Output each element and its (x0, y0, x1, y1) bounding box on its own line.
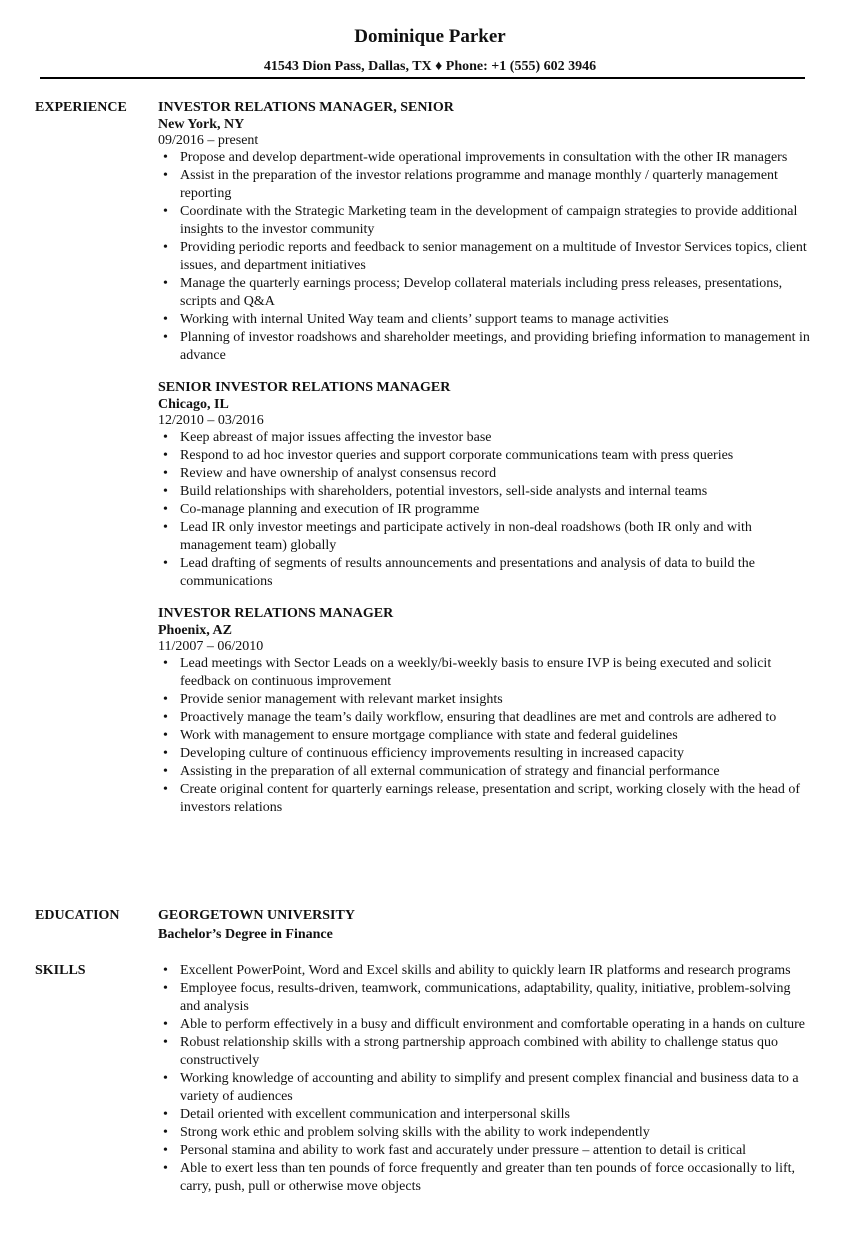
list-item: • Employee focus, results-driven, teamwork, communications, adaptability, quality, initiative, problem-solving and analysis (158, 980, 810, 1016)
education-heading: EDUCATION (35, 908, 120, 923)
header-divider (40, 77, 805, 79)
list-item: • Lead drafting of segments of results announcements and presentations and analysis of data to build the communications (158, 555, 810, 591)
skills-list (158, 962, 810, 1196)
list-item: • Excellent PowerPoint, Word and Excel skills and ability to quickly learn IR platforms and research programs (158, 962, 810, 980)
job-duties-list (158, 429, 810, 591)
job-title: INVESTOR RELATIONS MANAGER (158, 606, 394, 621)
contact-line: 41543 Dion Pass, Dallas, TX ♦ Phone: +1 (555) 602 3946 (263, 59, 597, 74)
list-item: • Co-manage planning and execution of IR programme (158, 501, 810, 519)
job-title: INVESTOR RELATIONS MANAGER, SENIOR (158, 100, 454, 115)
list-item: • Assisting in the preparation of all external communication of strategy and financial performance (158, 763, 810, 781)
list-item: • Provide senior management with relevant market insights (158, 691, 810, 709)
list-item: • Providing periodic reports and feedback to senior management on a multitude of Investor Services topics, client issues, and department initiatives (158, 239, 810, 275)
job-entry-3 (158, 605, 810, 817)
job-location: Phoenix, AZ (158, 623, 232, 638)
list-item: • Detail oriented with excellent communication and interpersonal skills (158, 1106, 810, 1124)
list-item: • Developing culture of continuous efficiency improvements resulting in increased capacity (158, 745, 810, 763)
list-item: • Robust relationship skills with a strong partnership approach combined with ability to challenge status quo constructively (158, 1034, 810, 1070)
list-item: • Planning of investor roadshows and shareholder meetings, and providing briefing information to management in advance (158, 329, 810, 365)
list-item: • Propose and develop department-wide operational improvements in consultation with the other IR managers (158, 149, 810, 167)
list-item: • Working with internal United Way team and clients’ support teams to manage activities (158, 311, 810, 329)
job-title: SENIOR INVESTOR RELATIONS MANAGER (158, 380, 451, 395)
job-dates: 09/2016 – present (158, 133, 259, 148)
list-item: • Proactively manage the team’s daily workflow, ensuring that deadlines are met and controls are adhered to (158, 709, 810, 727)
list-item: • Able to perform effectively in a busy and difficult environment and comfortable operating in a hands on culture (158, 1016, 810, 1034)
list-item: • Coordinate with the Strategic Marketing team in the development of campaign strategies to provide additional insights to the investor community (158, 203, 810, 239)
job-duties-list (158, 655, 810, 817)
job-dates: 11/2007 – 06/2010 (158, 639, 264, 654)
list-item: • Strong work ethic and problem solving skills with the ability to work independently (158, 1124, 810, 1142)
list-item: • Manage the quarterly earnings process; Develop collateral materials including press releases, presentations, scripts and Q&A (158, 275, 810, 311)
list-item: • Able to exert less than ten pounds of force frequently and greater than ten pounds of force occasionally to lift, carry, push, pull or otherwise move objects (158, 1160, 810, 1196)
skills-heading: SKILLS (35, 963, 86, 978)
job-location: Chicago, IL (158, 397, 229, 412)
list-item: • Work with management to ensure mortgage compliance with state and federal guidelines (158, 727, 810, 745)
job-dates: 12/2010 – 03/2016 (158, 413, 264, 428)
list-item: • Build relationships with shareholders, potential investors, sell-side analysts and internal teams (158, 483, 810, 501)
job-duties-list (158, 149, 810, 365)
list-item: • Create original content for quarterly earnings release, presentation and script, working closely with the head of investors relations (158, 781, 810, 817)
skills-section (35, 962, 810, 1196)
experience-heading: EXPERIENCE (35, 100, 127, 115)
list-item: • Working knowledge of accounting and ability to simplify and present complex financial and business data to a variety of audiences (158, 1070, 810, 1106)
list-item: • Lead meetings with Sector Leads on a weekly/bi-weekly basis to ensure IVP is being executed and solicit feedback on continuous improvement (158, 655, 810, 691)
education-section (35, 907, 810, 945)
experience-section (35, 99, 810, 831)
list-item: • Personal stamina and ability to work fast and accurately under pressure – attention to detail is critical (158, 1142, 810, 1160)
list-item: • Respond to ad hoc investor queries and support corporate communications team with press queries (158, 447, 810, 465)
job-entry-2 (158, 379, 810, 591)
job-entry-1 (158, 99, 810, 365)
school-name: GEORGETOWN UNIVERSITY (158, 908, 355, 923)
list-item: • Keep abreast of major issues affecting the investor base (158, 429, 810, 447)
resume-name: Dominique Parker (354, 26, 506, 47)
list-item: • Lead IR only investor meetings and participate actively in non-deal roadshows (both IR only and with management team) globally (158, 519, 810, 555)
list-item: • Assist in the preparation of the investor relations programme and manage monthly / quarterly management reporting (158, 167, 810, 203)
degree: Bachelor’s Degree in Finance (158, 927, 333, 942)
job-location: New York, NY (158, 117, 245, 132)
list-item: • Review and have ownership of analyst consensus record (158, 465, 810, 483)
